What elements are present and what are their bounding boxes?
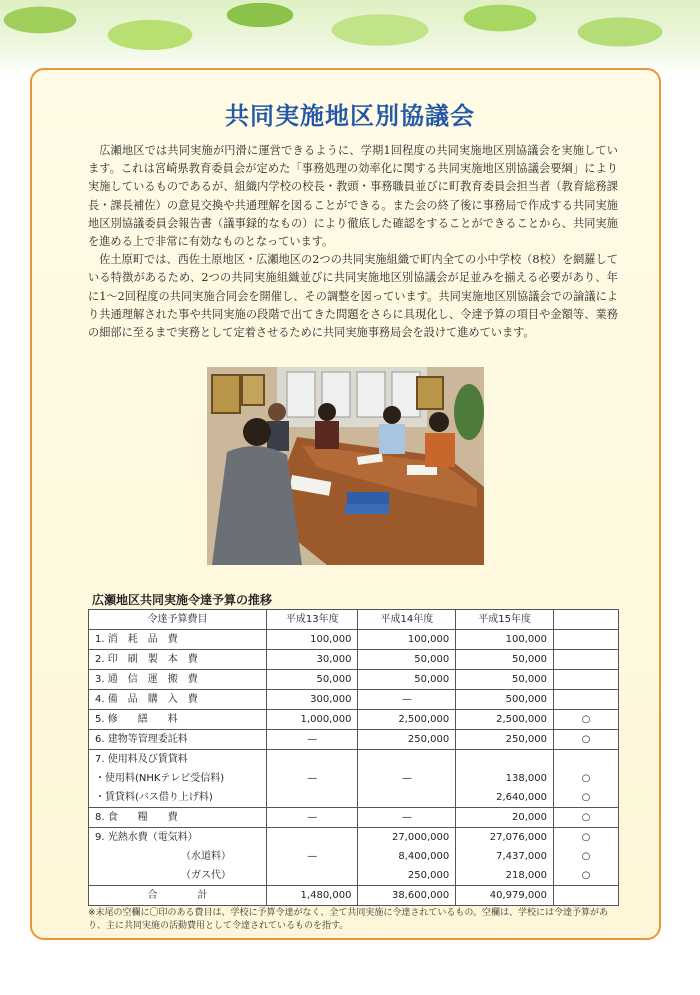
row-h13: — — [267, 730, 358, 750]
header-item: 令達予算費目 — [89, 610, 267, 630]
row-mark — [554, 690, 619, 710]
row-item: 4. 備 品 購 入 費 — [89, 690, 267, 710]
body-text — [88, 142, 618, 342]
row-h14: 100,000 — [358, 630, 456, 650]
row-item: 9. 光熱水費（電気料） — [89, 828, 267, 848]
page-title: 共同実施地区別協議会 — [225, 102, 475, 130]
row-h13: 1,480,000 — [267, 886, 358, 906]
row-item: 1. 消 耗 品 費 — [89, 630, 267, 650]
row-item: 6. 建物等管理委託料 — [89, 730, 267, 750]
row-h14: 50,000 — [358, 670, 456, 690]
table-row — [89, 750, 619, 770]
row-h15: 2,500,000 — [456, 710, 554, 730]
header-h14: 平成14年度 — [358, 610, 456, 630]
row-h14: — — [358, 690, 456, 710]
row-h14: — — [358, 808, 456, 828]
leaf-banner-image — [0, 0, 700, 75]
row-h14: 50,000 — [358, 650, 456, 670]
table-row — [89, 730, 619, 750]
row-item: ・使用料(NHKテレビ受信料) — [89, 769, 267, 788]
row-mark: ○ — [554, 730, 619, 750]
row-h14: 8,400,000 — [358, 847, 456, 866]
meeting-photo — [207, 367, 484, 565]
row-mark: ○ — [554, 710, 619, 730]
row-h13 — [267, 788, 358, 808]
row-mark: ○ — [554, 866, 619, 886]
table-row — [89, 847, 619, 866]
row-h15: 2,640,000 — [456, 788, 554, 808]
row-item: 合 計 — [89, 886, 267, 906]
row-h15: 40,979,000 — [456, 886, 554, 906]
footnote: ※末尾の空欄に〇印のある費目は、学校に予算令達がなく、全て共同実施に令達されているもの。空欄は、学校には令達予算があり、主に共同実施の活動費用として令達されているものを指す。 — [88, 908, 609, 931]
row-item: ・賃貸料(バス借り上げ料) — [89, 788, 267, 808]
row-h14: 27,000,000 — [358, 828, 456, 848]
row-h15: 50,000 — [456, 650, 554, 670]
row-item: 5. 修 繕 料 — [89, 710, 267, 730]
row-mark: ○ — [554, 828, 619, 848]
table-row — [89, 630, 619, 650]
table-row — [89, 710, 619, 730]
row-h15: 218,000 — [456, 866, 554, 886]
row-h14 — [358, 750, 456, 770]
row-h15: 138,000 — [456, 769, 554, 788]
row-h14: 38,600,000 — [358, 886, 456, 906]
row-h14: — — [358, 769, 456, 788]
row-mark — [554, 670, 619, 690]
row-h13: 30,000 — [267, 650, 358, 670]
row-mark: ○ — [554, 769, 619, 788]
row-h15: 50,000 — [456, 670, 554, 690]
row-mark — [554, 750, 619, 770]
row-item: （ガス代） — [89, 866, 267, 886]
row-item: 8. 食 糧 費 — [89, 808, 267, 828]
paragraph-2: 佐土原町では、西佐土原地区・広瀬地区の2つの共同実施組織で町内全ての小中学校（8校）を網羅している特徴があるため、2つの共同実施組織並びに共同実施地区別協議会が足並みを揃える必要があり、年に1〜2回程度の共同実施合同会を開催し、その調整を図っています。共同実施地区別協議会での論議により共通理解された事や共同実施の段階で出てきた問題をさらに具現化し、令達予算の項目や金額等、業務の細部に至るまで実務として定着させるために共同実施事務局会を設けて進めています。 — [88, 253, 618, 340]
row-h13: — — [267, 769, 358, 788]
row-h15: 250,000 — [456, 730, 554, 750]
table-total-row — [89, 886, 619, 906]
row-item: 7. 使用料及び賃貸料 — [89, 750, 267, 770]
table-row — [89, 828, 619, 848]
table-row — [89, 866, 619, 886]
row-mark: ○ — [554, 808, 619, 828]
row-mark — [554, 650, 619, 670]
table-row — [89, 690, 619, 710]
row-h15 — [456, 750, 554, 770]
row-h15: 20,000 — [456, 808, 554, 828]
row-h15: 500,000 — [456, 690, 554, 710]
row-h13: 100,000 — [267, 630, 358, 650]
header-h15: 平成15年度 — [456, 610, 554, 630]
row-h13: 1,000,000 — [267, 710, 358, 730]
budget-table — [88, 609, 619, 906]
row-item: 2. 印 刷 製 本 費 — [89, 650, 267, 670]
header-mark — [554, 610, 619, 630]
row-h15: 27,076,000 — [456, 828, 554, 848]
header-h13: 平成13年度 — [267, 610, 358, 630]
table-row — [89, 650, 619, 670]
row-mark — [554, 886, 619, 906]
table-header-row — [89, 610, 619, 630]
row-h14 — [358, 788, 456, 808]
row-h13: — — [267, 847, 358, 866]
table-row — [89, 808, 619, 828]
row-h14: 250,000 — [358, 730, 456, 750]
row-mark — [554, 630, 619, 650]
table-title: 広瀬地区共同実施令達予算の推移 — [92, 593, 273, 607]
row-mark: ○ — [554, 788, 619, 808]
table-row — [89, 788, 619, 808]
row-item: （水道料） — [89, 847, 267, 866]
row-h13: 300,000 — [267, 690, 358, 710]
row-h14: 2,500,000 — [358, 710, 456, 730]
row-item: 3. 通 信 運 搬 費 — [89, 670, 267, 690]
row-h14: 250,000 — [358, 866, 456, 886]
row-h13 — [267, 750, 358, 770]
table-row — [89, 670, 619, 690]
row-h15: 100,000 — [456, 630, 554, 650]
paragraph-1: 広瀬地区では共同実施が円滑に運営できるように、学期1回程度の共同実施地区別協議会を実施しています。これは宮崎県教育委員会が定めた「事務処理の効率化に関する共同実施地区別協議会要綱」により実施しているものであるが、組織内学校の校長・教頭・事務職員並びに町教育委員会担当者（教育総務課長・課長補佐）の意見交換や共通理解を図ることができる。また会の終了後に事務局で作成する共同実施地区別協議委員会報告書（議事録的なもの）により徹底した確認をすることができることから、共同実施を進める上で非常に有効なものとなっています。 — [88, 144, 618, 249]
table-row — [89, 769, 619, 788]
row-mark: ○ — [554, 847, 619, 866]
row-h13 — [267, 866, 358, 886]
row-h13 — [267, 828, 358, 848]
row-h13: — — [267, 808, 358, 828]
row-h15: 7,437,000 — [456, 847, 554, 866]
row-h13: 50,000 — [267, 670, 358, 690]
